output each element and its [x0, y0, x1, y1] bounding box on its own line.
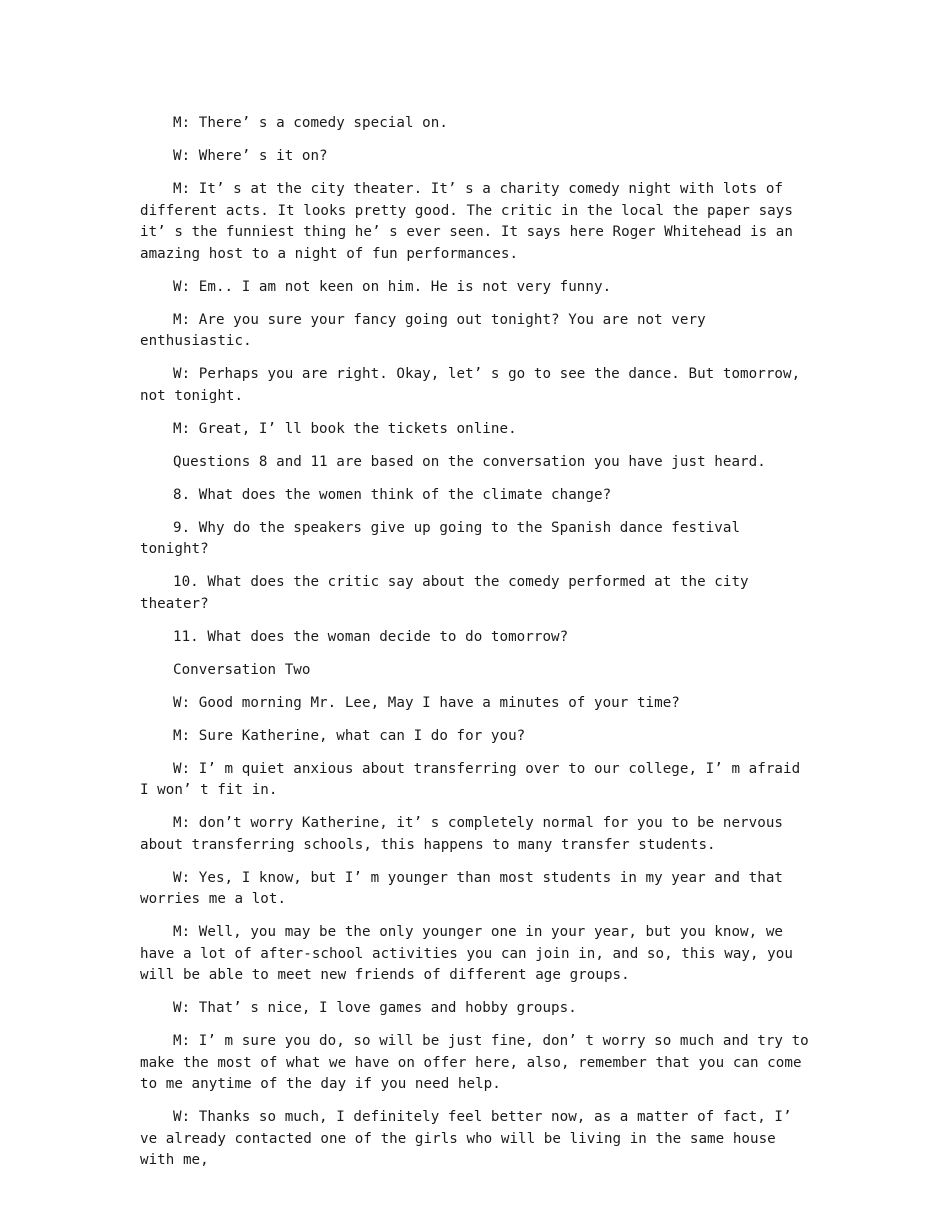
dialogue-line: W: Where’ s it on?: [173, 148, 328, 164]
dialogue-line: M: don’t worry Katherine, it’ s completely normal for you to be nervous about transferring schools, this happens to many transfer students.: [140, 815, 784, 853]
dialogue-line: M: Sure Katherine, what can I do for you?: [173, 727, 526, 744]
dialogue-line: M: It’ s at the city theater. It’ s a charity comedy night with lots of different acts. It looks pretty good. The critic in the local the paper says it’ s the funniest thing he’ s ever seen. It says here Roger Whitehead is an amazing host to a night of fun performances.: [140, 181, 793, 262]
dialogue-line: W: Em.. I am not keen on him. He is not very funny.: [173, 278, 612, 295]
document-body: [140, 113, 815, 1183]
question-item: 8. What does the women think of the climate change?: [173, 486, 612, 503]
dialogue-line: M: Are you sure your fancy going out tonight? You are not very enthusiastic.: [140, 311, 706, 349]
questions-intro: Questions 8 and 11 are based on the conversation you have just heard.: [173, 453, 766, 470]
dialogue-line: W: Yes, I know, but I’ m younger than most students in my year and that worries me a lot.: [140, 869, 784, 907]
section-heading: Conversation Two: [173, 661, 311, 678]
dialogue-line: W: I’ m quiet anxious about transferring over to our college, I’ m afraid I won’ t fit in.: [140, 760, 801, 798]
question-item: 10. What does the critic say about the comedy performed at the city theater?: [140, 574, 749, 612]
dialogue-line: W: Good morning Mr. Lee, May I have a minutes of your time?: [173, 694, 680, 711]
question-item: 11. What does the woman decide to do tomorrow?: [173, 628, 569, 645]
dialogue-line: M: I’ m sure you do, so will be just fine, don’ t worry so much and try to make the most of what we have on offer here, also, remember that you can come to me anytime of the day if you need help.: [140, 1033, 809, 1092]
dialogue-line: W: That’ s nice, I love games and hobby groups.: [173, 1000, 577, 1016]
dialogue-line: M: There’ s a comedy special on.: [173, 115, 448, 131]
dialogue-line: W: Thanks so much, I definitely feel better now, as a matter of fact, I’ ve already contacted one of the girls who will be living in the same house with me,: [140, 1109, 792, 1168]
dialogue-line: M: Great, I’ ll book the tickets online.: [173, 420, 517, 437]
question-item: 9. Why do the speakers give up going to the Spanish dance festival tonight?: [140, 519, 741, 557]
dialogue-line: M: Well, you may be the only younger one in your year, but you know, we have a lot of after-school activities you can join in, and so, this way, you will be able to meet new friends of different age groups.: [140, 924, 793, 983]
dialogue-line: W: Perhaps you are right. Okay, let’ s go to see the dance. But tomorrow, not tonight.: [140, 366, 801, 404]
